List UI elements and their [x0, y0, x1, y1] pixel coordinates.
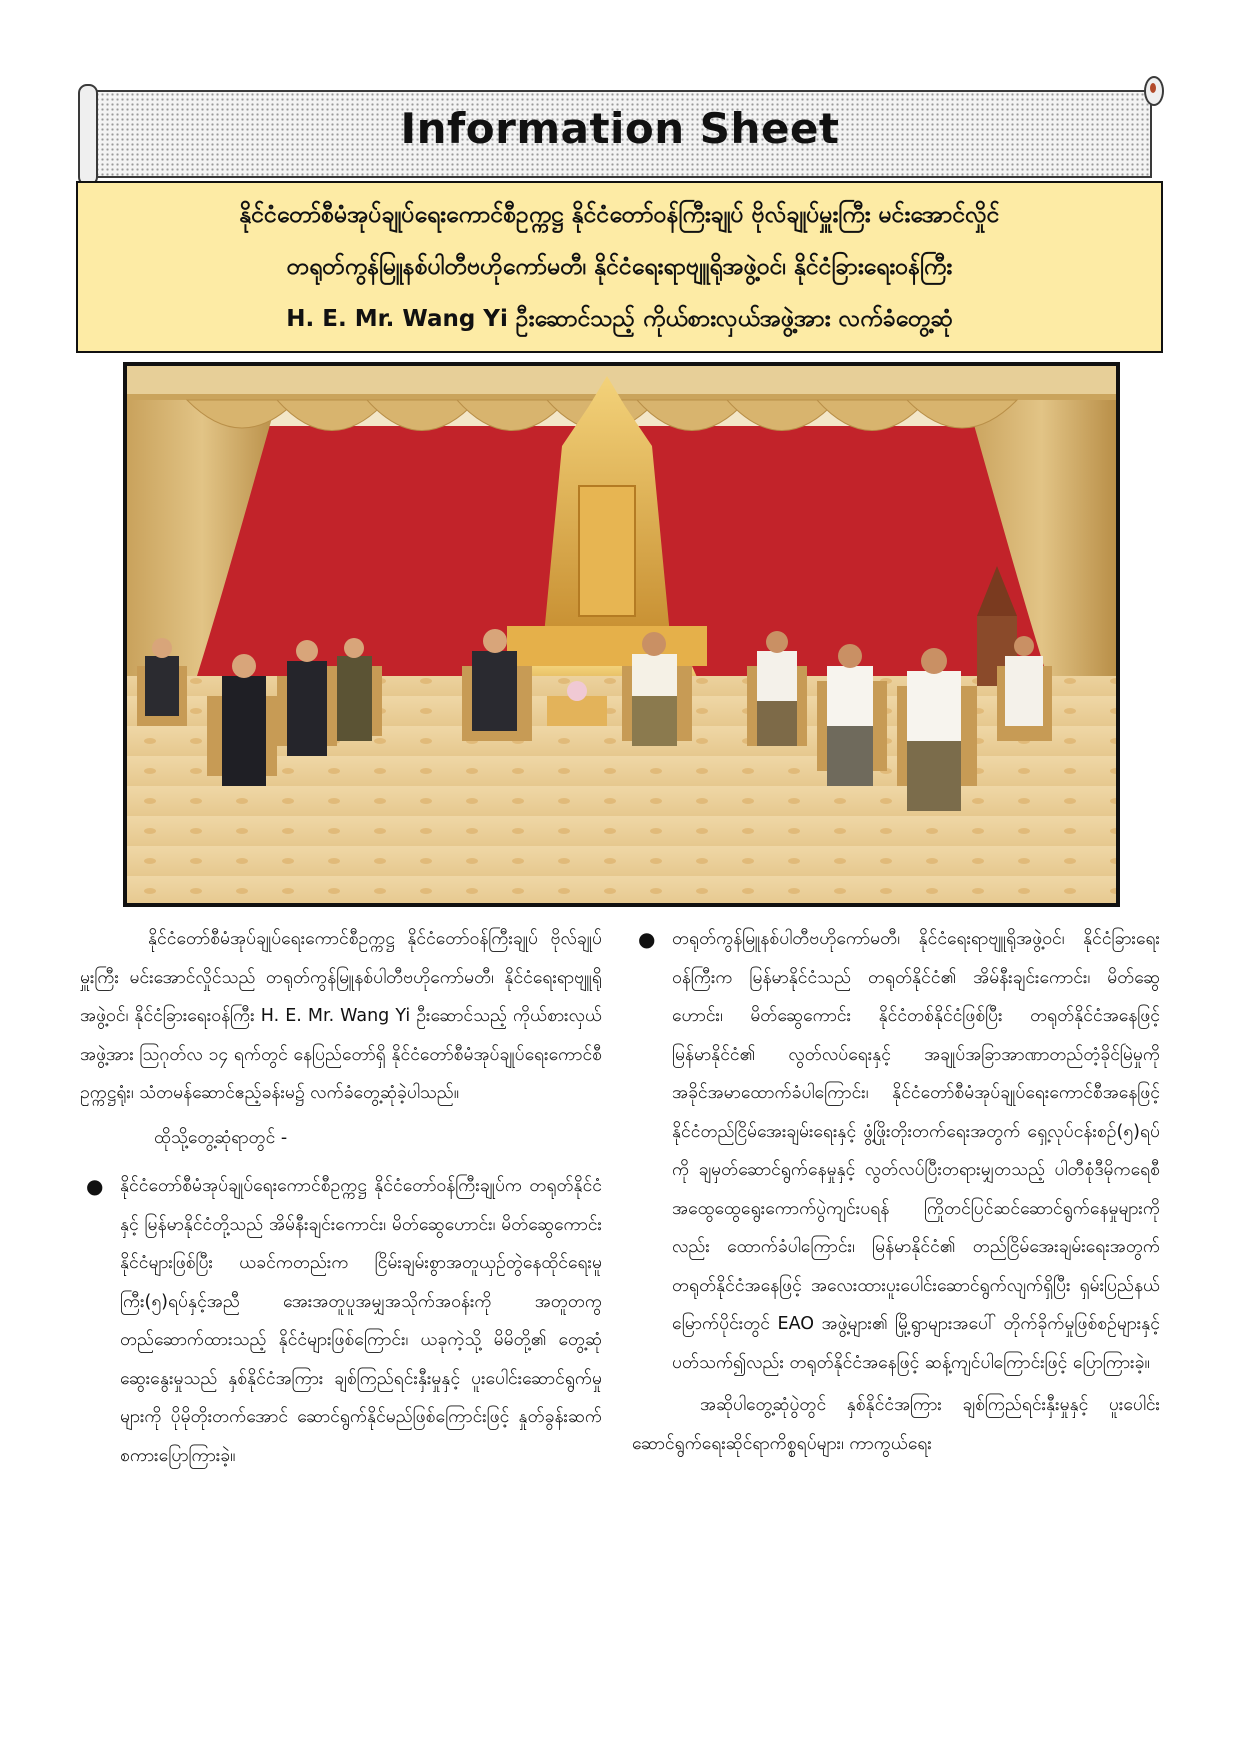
lead-in-text: ထိုသို့တွေ့ဆုံရာတွင် -: [154, 1127, 288, 1148]
meeting-photo: [123, 362, 1120, 907]
bullet-text: နိုင်ငံတော်စီမံအုပ်ချုပ်ရေးကောင်စီဥက္ကဋ္ဌ နိုင်ငံတော်ဝန်ကြီးချုပ်က တရုတ်နိုင်ငံနှင့် မြန်မာနိုင်ငံတို့သည် အိမ်နီးချင်းကောင်း၊ မိတ်ဆွေဟောင်း၊ မိတ်ဆွေကောင်းနိုင်ငံများဖြစ်ပြီး ယခင်ကတည်းက ငြိမ်းချမ်းစွာအတူယှဉ်တွဲနေထိုင်ရေးမူကြီး(၅)ရပ်နှင့်အညီ အေးအတူပူအမျှအသိုက်အဝန်းကို အတူတကွတည်ဆောက်ထားသည့် နိုင်ငံများဖြစ်ကြောင်း၊ ယခုကဲ့သို့ မိမိတို့၏ တွေ့ဆုံဆွေးနွေးမှုသည် နှစ်နိုင်ငံအကြား ချစ်ကြည်ရင်းနှီးမှုနှင့် ပူးပေါင်းဆောင်ရွက်မှုများကို ပိုမိုတိုးတက်အောင် ဆောင်ရွက်နိုင်မည်ဖြစ်ကြောင်းဖြင့် နှုတ်ခွန်းဆက်စကားပြောကြားခဲ့။: [120, 1176, 602, 1466]
intro-paragraph: နိုင်ငံတော်စီမံအုပ်ချုပ်ရေးကောင်စီဥက္ကဋ္ဌ နိုင်ငံတော်ဝန်ကြီးချုပ် ဗိုလ်ချုပ်မှူးကြီး မင်းအောင်လှိုင်သည် တရုတ်ကွန်မြူနစ်ပါတီဗဟိုကော်မတီ၊ နိုင်ငံရေးရာဗျူရိုအဖွဲ့ဝင်၊ နိုင်ငံခြားရေးဝန်ကြီး H. E. Mr. Wang Yi ဦးဆောင်သည့် ကိုယ်စားလှယ်အဖွဲ့အား ဩဂုတ်လ ၁၄ ရက်တွင် နေပြည်တော်ရှိ နိုင်ငံတော်စီမံအုပ်ချုပ်ရေးကောင်စီဥက္ကဋ္ဌရုံး၊ သံတမန်ဆောင်ဧည့်ခန်းမ၌ လက်ခံတွေ့ဆုံခဲ့ပါသည်။: [80, 929, 602, 1103]
closing-paragraph: အဆိုပါတွေ့ဆုံပွဲတွင် နှစ်နိုင်ငံအကြား ချစ်ကြည်ရင်းနှီးမှုနှင့် ပူးပေါင်းဆောင်ရွက်ရေးဆိုင်ရာကိစ္စရပ်များ၊ ကာကွယ်ရေး: [632, 1395, 1160, 1454]
list-item: [80, 1167, 602, 1475]
bullet-icon: ●: [638, 927, 656, 951]
headline-line-1: နိုင်ငံတော်စီမံအုပ်ချုပ်ရေးကောင်စီဥက္ကဋ္ဌ နိုင်ငံတော်ဝန်ကြီးချုပ် ဗိုလ်ချုပ်မှူးကြီး မင်းအောင်လှိုင်: [239, 202, 1000, 228]
bullet-text: တရုတ်ကွန်မြူနစ်ပါတီဗဟိုကော်မတီ၊ နိုင်ငံရေးရာဗျူရိုအဖွဲ့ဝင်၊ နိုင်ငံခြားရေးဝန်ကြီးက မြန်မာနိုင်ငံသည် တရုတ်နိုင်ငံ၏ အိမ်နီးချင်းကောင်း၊ မိတ်ဆွေဟောင်း၊ မိတ်ဆွေကောင်း နိုင်ငံတစ်နိုင်ငံဖြစ်ပြီး တရုတ်နိုင်ငံအနေဖြင့် မြန်မာနိုင်ငံ၏ လွတ်လပ်ရေးနှင့် အချုပ်အခြာအာဏာတည်တံ့ခိုင်မြဲမှုကို အခိုင်အမာထောက်ခံပါကြောင်း၊ နိုင်ငံတော်စီမံအုပ်ချုပ်ရေးကောင်စီအနေဖြင့် နိုင်ငံတည်ငြိမ်အေးချမ်းရေးနှင့် ဖွံ့ဖြိုးတိုးတက်ရေးအတွက် ရှေ့လုပ်ငန်းစဉ်(၅)ရပ်ကို ချမှတ်ဆောင်ရွက်နေမှုနှင့် လွတ်လပ်ပြီးတရားမျှတသည့် ပါတီစုံဒီမိုကရေစီ အထွေထွေရွေးကောက်ပွဲကျင်းပရန် ကြိုတင်ပြင်ဆင်ဆောင်ရွက်နေမှုများကိုလည်း ထောက်ခံပါကြောင်း၊ မြန်မာနိုင်ငံ၏ တည်ငြိမ်အေးချမ်းရေးအတွက် တရုတ်နိုင်ငံအနေဖြင့် အလေးထားပူးပေါင်းဆောင်ရွက်လျက်ရှိပြီး ရှမ်းပြည်နယ်မြောက်ပိုင်းတွင် EAO အဖွဲ့များ၏ မြို့ရွာများအပေါ် တိုက်ခိုက်မှုဖြစ်စဉ်များနှင့်ပတ်သက်၍လည်း တရုတ်နိုင်ငံအနေဖြင့် ဆန့်ကျင်ပါကြောင်းဖြင့် ပြောကြားခဲ့။: [672, 929, 1160, 1373]
headline-box: [76, 181, 1163, 353]
list-item: [632, 920, 1160, 1382]
right-column: [632, 920, 1160, 1463]
page-title: Information Sheet: [400, 104, 840, 153]
scroll-curl-right: [1144, 76, 1164, 106]
left-column: [80, 920, 602, 1475]
title-banner: [80, 90, 1160, 178]
headline-line-3: H. E. Mr. Wang Yi ဦးဆောင်သည့် ကိုယ်စားလှယ်အဖွဲ့အား လက်ခံတွေ့ဆုံ: [286, 306, 953, 332]
bullet-icon: ●: [86, 1174, 104, 1198]
meeting-photo-illustration: [127, 366, 1116, 903]
headline-line-2: တရုတ်ကွန်မြူနစ်ပါတီဗဟိုကော်မတီ၊ နိုင်ငံရေးရာဗျူရိုအဖွဲ့ဝင်၊ နိုင်ငံခြားရေးဝန်ကြီး: [286, 254, 953, 280]
